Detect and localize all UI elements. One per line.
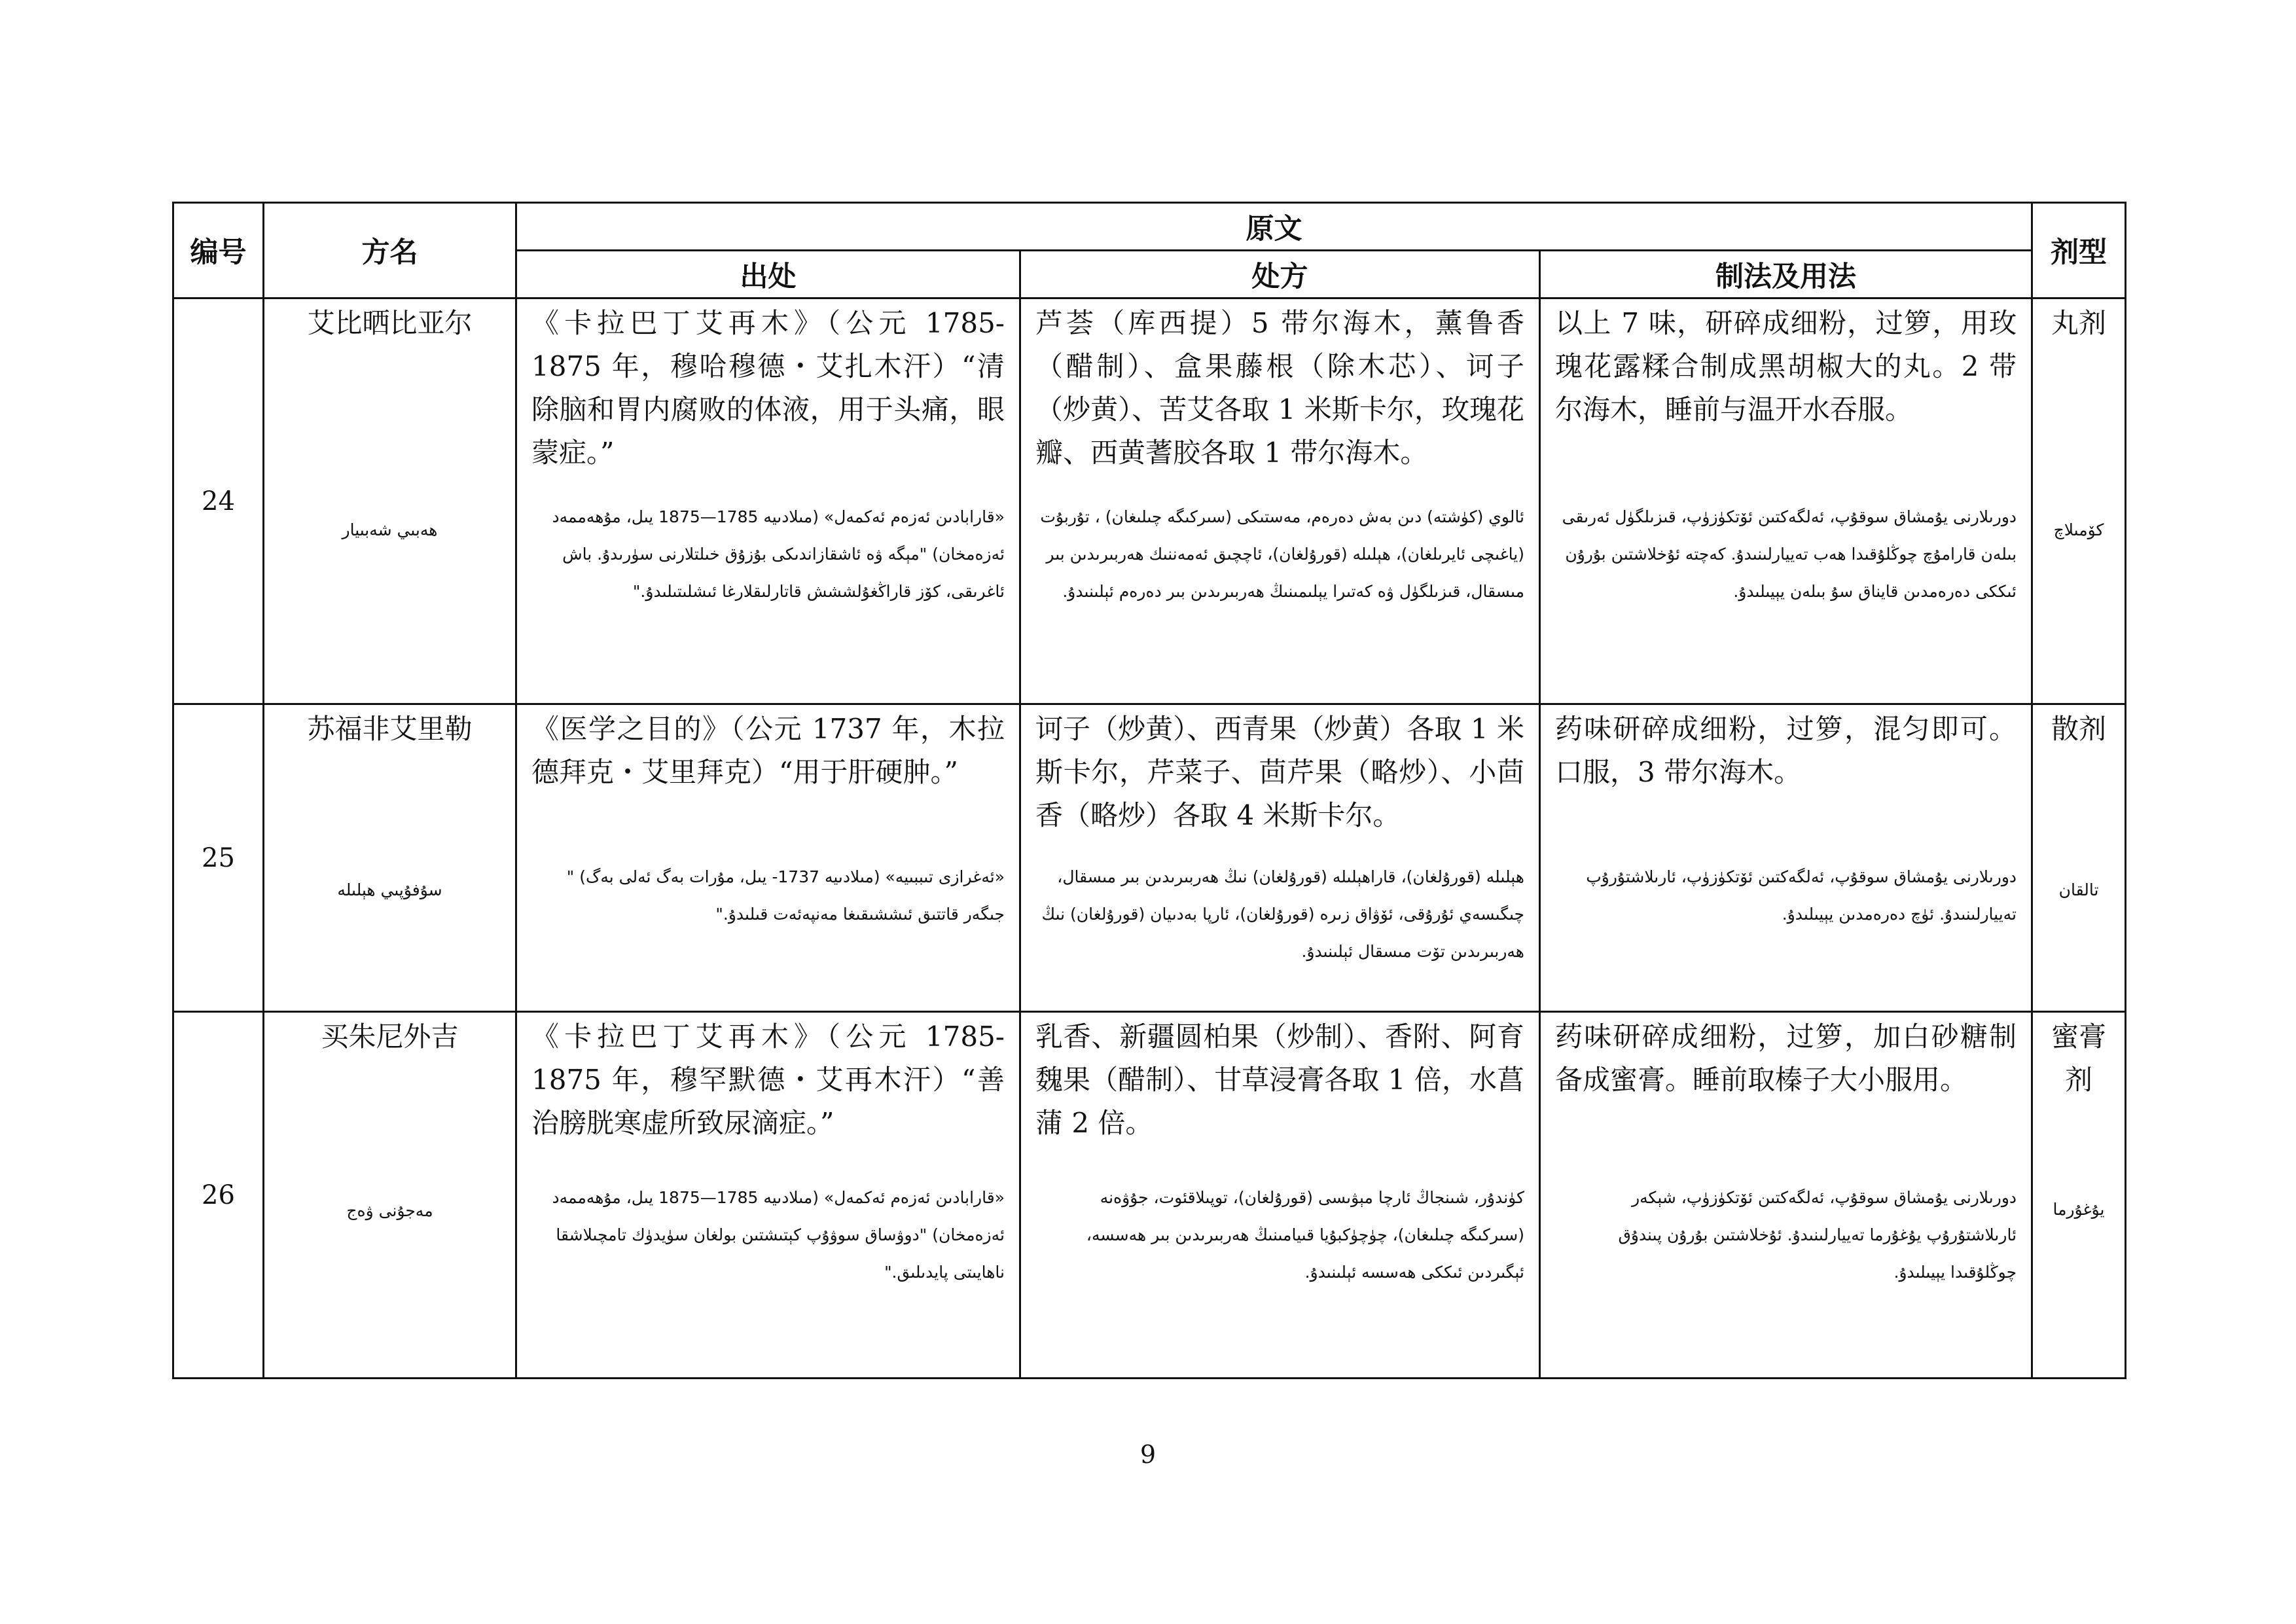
- prescription-uyghur: كۈندۇر، شىنجاڭ ئارچا مېۋىسى (قورۇلغان)، توپىلاقئوت، جۇۋەنە (سىركىگە چىلىغان)، چۈچۈكبۇيا قىيامىنىڭ ھەربىرىدىن بىر ھەسسە، ئېگىردىن ئىككى ھەسسە ئېلىنىدۇ.: [1086, 1188, 1524, 1282]
- form-uyghur: كۆمىلاچ: [2053, 520, 2104, 539]
- header-name: 方名: [264, 203, 516, 298]
- form-chinese: 丸剂: [2051, 307, 2107, 339]
- header-no: 编号: [173, 203, 264, 298]
- prescription-chinese: 诃子（炒黄）、西青果（炒黄）各取 1 米斯卡尔，芹菜子、茴芹果（略炒）、小茴香（略炒）各取 4 米斯卡尔。: [1035, 713, 1524, 831]
- prescription-cell: [1020, 298, 1540, 704]
- source-cell: [516, 1012, 1020, 1379]
- table-row: [173, 1012, 2126, 1379]
- formula-table: [172, 202, 2126, 1379]
- source-uyghur: «قارابادىن ئەزەم ئەكمەل» (مىلادىيە 1785—1875 يىل، مۇھەممەد ئەزەمخان) "دوۋساق سوۋۇپ كېتىشتىن بولغان سۈيدۈك تامچىلاشقا ناھايىتى پايدىلىق.": [552, 1188, 1005, 1282]
- table-row: [173, 298, 2126, 704]
- name-cell: [264, 704, 516, 1012]
- name-chinese: 苏福非艾里勒: [307, 713, 473, 745]
- prescription-uyghur: ھېلىلە (قورۇلغان)، قاراھېلىلە (قورۇلغان) نىڭ ھەربىرىدىن بىر مىسقال، چىگىسەي ئۇرۇقى، ئۆۋاق زىرە (قورۇلغان)، ئارپا بەدىيان (قورۇلغان) نىڭ ھەربىرىدىن تۆت مىسقال ئېلىنىدۇ.: [1041, 867, 1524, 961]
- method-cell: [1540, 1012, 2032, 1379]
- form-cell: [2032, 298, 2126, 704]
- form-uyghur: يۇغۇرما: [2053, 1200, 2105, 1219]
- prescription-cell: [1020, 1012, 1540, 1379]
- prescription-uyghur: ئالوي (كۈشتە) دىن بەش دەرەم، مەستىكى (سىركىگە چىلىغان) ، تۇربۇت (ياغىچى ئايرىلغان)، ھېلىلە (قورۇلغان)، ئاچچىق ئەمەننىك ھەربىرىدىن بىر مىسقال، قىزىلگۈل ۋە كەتىرا يېلىمىنىڭ ھەربىرىدىن بىر دەرەم ئېلىنىدۇ.: [1040, 507, 1524, 601]
- name-chinese: 买朱尼外吉: [321, 1020, 459, 1053]
- form-uyghur: تالقان: [2058, 880, 2099, 899]
- method-chinese: 以上 7 味，研碎成细粉，过箩，用玫瑰花露糅合制成黑胡椒大的丸。2 带尔海木，睡前与温开水吞服。: [1555, 307, 2017, 425]
- header-prescription: 处方: [1020, 251, 1540, 298]
- name-cell: [264, 298, 516, 704]
- form-chinese: 蜜膏剂: [2051, 1020, 2107, 1096]
- name-uyghur: مەجۇنى ۋەج: [346, 1201, 433, 1220]
- prescription-chinese: 乳香、新疆圆柏果（炒制）、香附、阿育魏果（醋制）、甘草浸膏各取 1 倍，水菖蒲 2 倍。: [1035, 1020, 1524, 1139]
- method-chinese: 药味研碎成细粉，过箩，混匀即可。口服，3 带尔海木。: [1555, 713, 2017, 788]
- source-chinese: 《卡拉巴丁艾再木》（公元 1785-1875 年，穆罕默德・艾再木汗）“善治膀胱寒虚所致尿滴症。”: [531, 1020, 1005, 1139]
- method-uyghur: دورىلارنى يۇمشاق سوقۇپ، ئەلگەكتىن ئۆتكۈزۈپ، ئارىلاشتۇرۇپ تەييارلىنىدۇ. ئۈچ دەرەمدىن يېيىلىدۇ.: [1586, 867, 2017, 924]
- source-chinese: 《医学之目的》（公元 1737 年，木拉德拜克・艾里拜克）“用于肝硬肿。”: [531, 713, 1005, 788]
- source-uyghur: «قارابادىن ئەزەم ئەكمەل» (مىلادىيە 1785—1875 يىل، مۇھەممەد ئەزەمخان) "مېگە ۋە ئاشقازاندىكى بۇزۇق خىلتلارنى سۈرىدۇ. باش ئاغرىقى، كۆز قاراڭغۇلششش قاتارلىقلارغا ئىشلىتىلىدۇ.": [552, 507, 1005, 601]
- form-cell: [2032, 1012, 2126, 1379]
- table-row: [173, 704, 2126, 1012]
- header-source: 出处: [516, 251, 1020, 298]
- header-original: 原文: [516, 203, 2032, 251]
- source-cell: [516, 704, 1020, 1012]
- header-method: 制法及用法: [1540, 251, 2032, 298]
- method-chinese: 药味研碎成细粉，过箩，加白砂糖制备成蜜膏。睡前取榛子大小服用。: [1555, 1020, 2017, 1096]
- form-cell: [2032, 704, 2126, 1012]
- header-form: 剂型: [2032, 203, 2126, 298]
- form-chinese: 散剂: [2051, 713, 2107, 745]
- row-number: 26: [173, 1012, 264, 1379]
- name-uyghur: ھەبىي شەبىيار: [342, 520, 438, 539]
- method-cell: [1540, 704, 2032, 1012]
- source-chinese: 《卡拉巴丁艾再木》（公元 1785-1875 年，穆哈穆德・艾扎木汗）“清除脑和胃内腐败的体液，用于头痛，眼蒙症。”: [531, 307, 1005, 469]
- method-uyghur: دورىلارنى يۇمشاق سوقۇپ، ئەلگەكتىن ئۆتكۈزۈپ، قىزىلگۈل ئەرىقى بىلەن قارامۇچ چوڭلۇقىدا ھەب تەييارلىنىدۇ. كەچتە ئۇخلاشتىن بۇرۇن ئىككى دەرەمدىن قايناق سۇ بىلەن يېيىلىدۇ.: [1562, 507, 2017, 601]
- source-cell: [516, 298, 1020, 704]
- method-uyghur: دورىلارنى يۇمشاق سوقۇپ، ئەلگەكتىن ئۆتكۈزۈپ، شېكەر ئارىلاشتۇرۇپ يۇغۇرما تەييارلىنىدۇ. ئۇخلاشتىن بۇرۇن پىندۇق چوڭلۇقىدا يېيىلىدۇ.: [1618, 1188, 2017, 1282]
- row-number: 24: [173, 298, 264, 704]
- prescription-cell: [1020, 704, 1540, 1012]
- name-cell: [264, 1012, 516, 1379]
- row-number: 25: [173, 704, 264, 1012]
- name-uyghur: سۇفۇپىي ھېلىلە: [337, 880, 442, 899]
- method-cell: [1540, 298, 2032, 704]
- source-uyghur: «ئەغرازى تىببىيە» (مىلادىيە 1737- يىل، مۇرات بەگ ئەلى بەگ) " جىگەر قاتتىق ئىششىقىغا مەنپەئەت قىلىدۇ.": [566, 867, 1005, 924]
- prescription-chinese: 芦荟（库西提）5 带尔海木，薰鲁香（醋制）、盒果藤根（除木芯）、诃子（炒黄）、苦艾各取 1 米斯卡尔，玫瑰花瓣、西黄蓍胶各取 1 带尔海木。: [1035, 307, 1524, 469]
- name-chinese: 艾比晒比亚尔: [307, 307, 473, 339]
- page-number: 9: [1139, 1440, 1157, 1469]
